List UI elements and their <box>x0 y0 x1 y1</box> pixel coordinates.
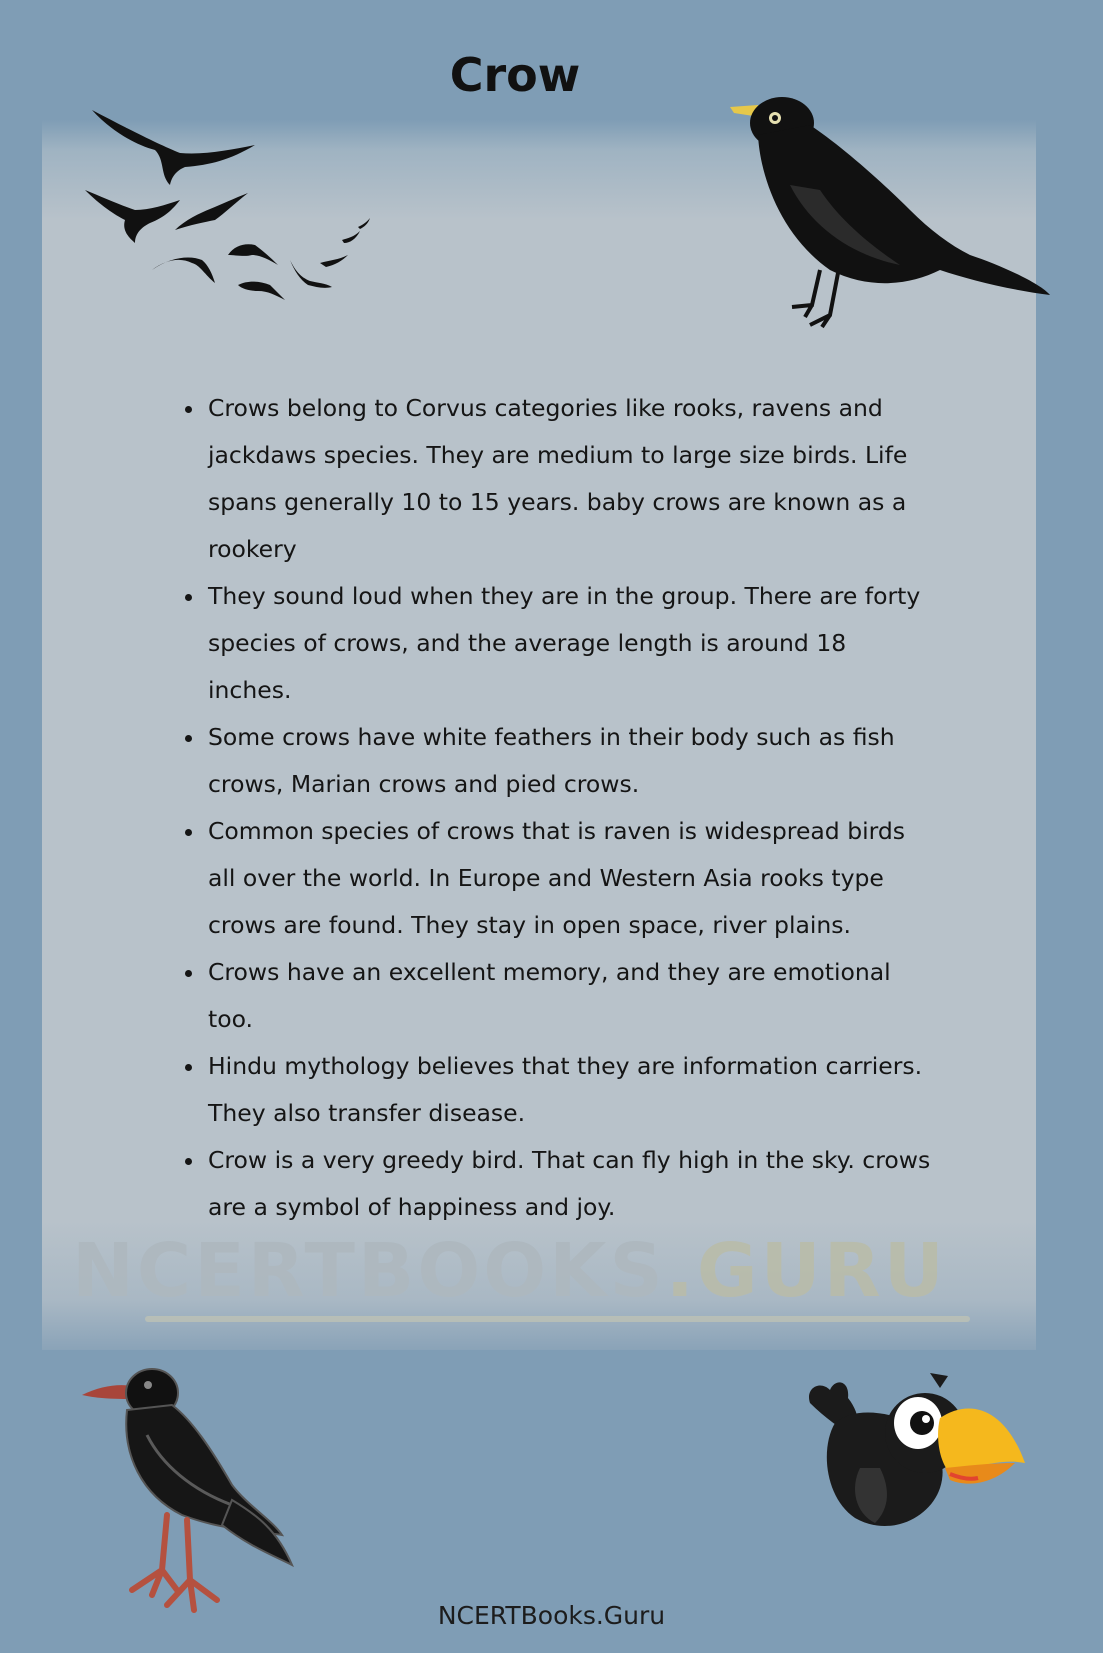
watermark <box>72 1228 1032 1314</box>
list-item: • Hindu mythology believes that they are information carriers. They also transfer disease. <box>206 1043 936 1137</box>
list-item: • Some crows have white feathers in their body such as fish crows, Marian crows and pied crows. <box>206 714 936 808</box>
list-item: • Crows belong to Corvus categories like rooks, ravens and jackdaws species. They are medium to large size birds. Life spans generally 10 to 15 years. baby crows are known as a rookery <box>206 385 936 573</box>
blackbird-icon <box>720 95 1060 345</box>
list-item: • They sound loud when they are in the group. There are forty species of crows, and the average length is around 18 inches. <box>206 573 936 714</box>
watermark-accent: .GURU <box>665 1228 947 1314</box>
red-legged-crow-icon <box>82 1365 312 1620</box>
cartoon-crow-icon <box>800 1368 1030 1543</box>
footer-site-name: NCERTBooks.Guru <box>437 1601 666 1630</box>
crow-facts-list <box>180 385 936 1231</box>
list-item: • Common species of crows that is raven is widespread birds all over the world. In Europe and Western Asia rooks type crows are found. They stay in open space, river plains. <box>206 808 936 949</box>
list-item: • Crows have an excellent memory, and they are emotional too. <box>206 949 936 1043</box>
watermark-main: NCERTBOOKS <box>72 1228 666 1314</box>
page-title: Crow <box>449 48 581 102</box>
flying-birds-flock-icon <box>80 105 390 325</box>
list-item: • Crow is a very greedy bird. That can fly high in the sky. crows are a symbol of happiness and joy. <box>206 1137 936 1231</box>
watermark-underline <box>145 1316 970 1322</box>
